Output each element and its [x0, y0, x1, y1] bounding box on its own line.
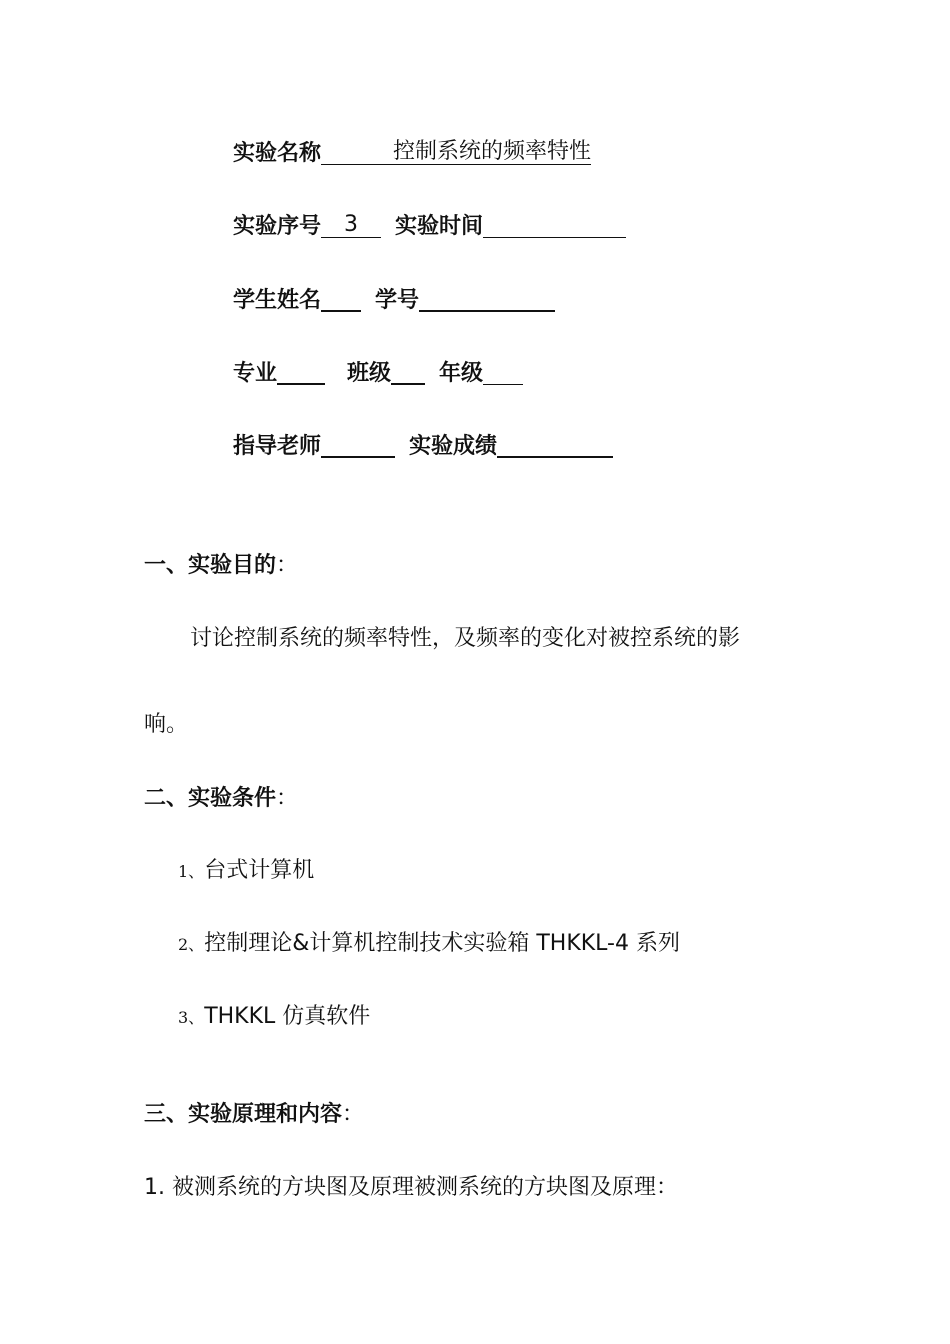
section-1-title-text: 一、实验目的	[144, 553, 277, 578]
student-id-label: 学号	[375, 288, 420, 313]
list-item	[178, 860, 314, 882]
major-label: 专业	[233, 361, 278, 386]
class-label: 班级	[347, 361, 392, 386]
major-row	[233, 359, 523, 385]
experiment-name-field[interactable]	[321, 140, 591, 165]
section-3-colon: ：	[342, 1102, 365, 1127]
advisor-row	[233, 432, 613, 458]
section-2-title	[144, 788, 298, 810]
list-item-text: 控制理论&计算机控制技术实验箱 THKKL-4 系列	[204, 931, 680, 956]
major-field[interactable]	[277, 359, 325, 385]
advisor-field[interactable]	[321, 432, 395, 458]
list-item-text: 台式计算机	[204, 858, 315, 883]
student-name-field[interactable]	[321, 286, 361, 312]
list-item-number: 3、	[178, 1008, 205, 1027]
section-3-title-text: 三、实验原理和内容	[144, 1102, 343, 1127]
score-field[interactable]	[497, 432, 613, 458]
section-1-title	[144, 555, 298, 577]
experiment-time-field[interactable]	[483, 213, 626, 238]
grade-field[interactable]	[483, 360, 523, 385]
advisor-label: 指导老师	[233, 434, 322, 459]
list-item-text: THKKL 仿真软件	[204, 1004, 371, 1029]
experiment-name-value: 控制系统的频率特性	[393, 139, 592, 164]
list-item	[178, 1006, 370, 1028]
score-label: 实验成绩	[409, 434, 498, 459]
list-item-number: 1、	[178, 862, 205, 881]
experiment-no-label: 实验序号	[233, 214, 322, 239]
section-1-body-line1: 讨论控制系统的频率特性，及频率的变化对被控系统的影	[190, 626, 741, 651]
section-1-colon: ：	[276, 553, 299, 578]
experiment-no-row	[233, 213, 626, 238]
student-name-label: 学生姓名	[233, 288, 322, 313]
section-2-colon: ：	[276, 786, 299, 811]
experiment-time-label: 实验时间	[395, 214, 484, 239]
section-1-body-line2: 响。	[144, 712, 189, 737]
student-row	[233, 286, 555, 312]
section-2-title-text: 二、实验条件	[144, 786, 277, 811]
experiment-name-label: 实验名称	[233, 141, 322, 166]
student-id-field[interactable]	[419, 286, 555, 312]
experiment-no-value: 3	[344, 212, 359, 237]
experiment-name-row	[233, 140, 591, 165]
list-item-number: 2、	[178, 935, 205, 954]
section-3-title	[144, 1104, 364, 1126]
grade-label: 年级	[439, 361, 484, 386]
class-field[interactable]	[391, 359, 425, 385]
experiment-no-field[interactable]	[321, 213, 381, 238]
list-item	[178, 933, 680, 955]
section-3-item-1: 1. 被测系统的方块图及原理被测系统的方块图及原理：	[144, 1175, 678, 1200]
